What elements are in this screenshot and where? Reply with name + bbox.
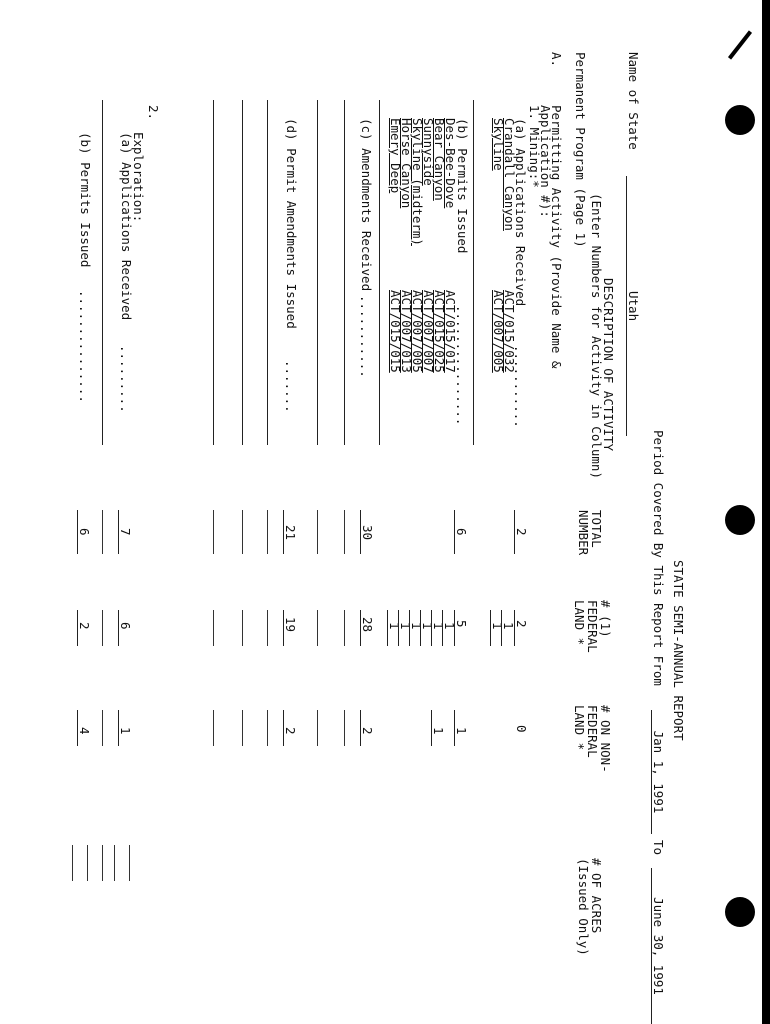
exploration-applications-nonfederal: 1: [118, 727, 133, 735]
amendments-received-label: (c) Amendments Received: [359, 118, 374, 292]
exploration-permits-total: 6: [77, 528, 92, 536]
period-to-label: To: [651, 840, 666, 856]
permits-issued-total: 6: [454, 528, 469, 536]
mining-heading: 1. Mining:*: [527, 105, 542, 188]
col-header-federal: # (1) FEDERAL LAND *: [572, 600, 613, 653]
period-to: June 30, 1991: [651, 868, 665, 1024]
permit-amendments-issued-label: (d) Permit Amendments Issued: [284, 118, 299, 329]
col-header-acres: # OF ACRES (Issued Only): [576, 858, 604, 956]
col-header-total: TOTAL NUMBER: [576, 510, 604, 556]
applications-received-nonfederal: 0: [514, 725, 529, 733]
amendments-received-federal: 28: [360, 617, 375, 633]
punch-hole-top: [725, 105, 755, 135]
punch-hole-middle: [725, 505, 755, 535]
permit-amendments-issued-federal: 19: [283, 617, 298, 633]
description-heading: DESCRIPTION OF ACTIVITY: [601, 278, 616, 452]
amendments-received-nonfederal: 2: [360, 727, 375, 735]
period-label: Period Covered By This Report From: [651, 430, 666, 686]
description-subheading: (Enter Numbers for Activity in Column): [589, 193, 604, 479]
applications-received-federal: 2: [514, 620, 529, 628]
section-a-title-2: Application #):: [538, 105, 553, 218]
section-a-title: Permitting Activity (Provide Name &: [549, 105, 564, 369]
amendments-received-total: 30: [360, 525, 375, 541]
punch-hole-bottom: [725, 897, 755, 927]
permits-issued-nonfederal: 1: [454, 727, 469, 735]
col-header-nonfederal: # ON NON- FEDERAL LAND *: [572, 705, 613, 773]
state-value: Utah: [626, 176, 640, 436]
exploration-number: 2.: [146, 105, 161, 121]
exploration-heading: Exploration:: [131, 132, 146, 223]
exploration-applications-federal: 6: [118, 622, 133, 630]
permits-issued-federal: 5: [454, 620, 469, 628]
applications-received-total: 2: [514, 528, 529, 536]
exploration-permits-nonfederal: 4: [77, 727, 92, 735]
period-from: Jan 1, 1991: [651, 710, 665, 834]
permit-amendments-issued-total: 21: [283, 525, 298, 541]
section-a-letter: A.: [549, 52, 564, 68]
applications-received-label: (a) Applications Received: [513, 118, 528, 307]
permits-issued-label: (b) Permits Issued: [455, 118, 470, 254]
scan-mark: [728, 30, 752, 59]
exploration-applications-total: 7: [118, 528, 133, 536]
report-title: STATE SEMI-ANNUAL REPORT: [671, 560, 686, 741]
exploration-permits-federal: 2: [77, 622, 92, 630]
permit-amendments-issued-nonfederal: 2: [283, 727, 298, 735]
scan-top-edge: [762, 0, 770, 1024]
program-label: Permanent Program (Page 1): [573, 52, 588, 248]
document-page: STATE SEMI-ANNUAL REPORT Period Covered By This Report From Jan 1, 1991 To June 30, 1991 Name of State Utah DESCRIPTION OF ACTIVITY (Enter Numbers for Activity in Column) Permanent Program (Page 1) TOTAL NUMBER # (1) FEDERAL LAND * # ON NON- FEDERAL LAND * # OF ACRES (Issued Only) A. Permitting Activity (Provide Name & Application #): 1. Mining:* (a) Applications Received ........... 2 2 0 Crandall Canyon ACT/015/032 1 Skyline ACT/007/005 1 (b) Permits Issued ................ 6 5 1 Des-Bee-Dove ACT/015/017 1 Bear Canyon ACT/015/025 1 1 Sunnyside ACT/007/007 1 Skyline (midterm) ACT/007/005 1 Horse Canyon ACT/007/013 1 Emery Deep ACT/015/015 1 (c) Amendments Received ........... 30 28 2 (d) Permit Amendments Issued ....... 21 19 2 2. Exploration: (a) Applications Received ......... 7 6 1 (b) Permits Issued ............... 6 2 4: [0, 0, 770, 1024]
state-label: Name of State: [626, 52, 641, 150]
exploration-permits-label: (b) Permits Issued: [78, 132, 93, 268]
exploration-applications-label: (a) Applications Received: [119, 132, 134, 321]
